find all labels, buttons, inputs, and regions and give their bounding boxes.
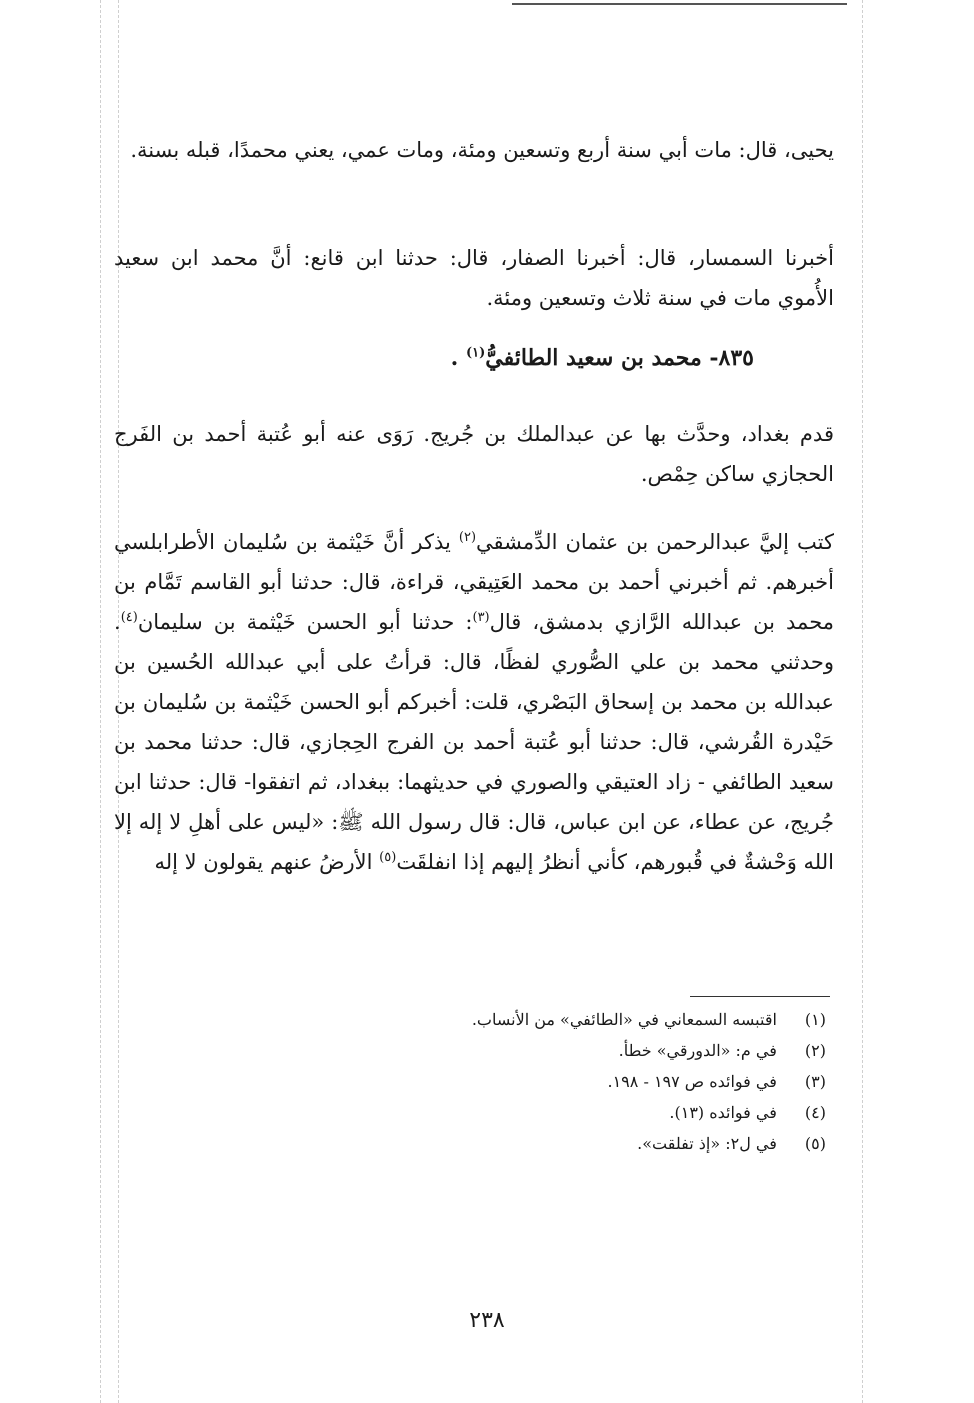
footnote-text: في فوائده (١٣).: [669, 1103, 777, 1122]
paragraph-death-date: [114, 238, 834, 318]
entry-heading: [114, 336, 754, 380]
entry-name: محمد بن سعيد الطائفيُّ: [485, 345, 702, 371]
paragraph-text: . وحدثني محمد بن علي الصُّوري لفظًا، قال: قرأتُ على أبي عبدالله الحُسين بن عبدالله بن محمد بن إسحاق البَصْري، قلت: أخبركم أبو الحسن خَيْثمة بن سُليمان بن حَيْدرة القُرشي، قال: حدثنا أبو عُتبة أحمد بن الفرج الحِجازي، قال: حدثنا محمد بن سعيد الطائفي - زاد العتيقي والصوري في حديثهما: ببغداد، ثم اتفقوا- قال: حدثنا ابن جُريج، عن عطاء، عن ابن عباس، قال: قال رسول الله ﷺ: «ليس على أهلِ لا إله إلا الله وَحْشةٌ في قُبورهم، كأني أنظرُ إليهم إذا انفلقَت: [114, 610, 834, 874]
footnote-ref: (١): [465, 345, 486, 361]
footnote-ref: (٣): [472, 610, 490, 625]
paragraph-text: أخبرنا السمسار، قال: أخبرنا الصفار، قال: حدثنا ابن قانع: أنَّ محمد ابن سعيد الأُموي مات في سنة ثلاث وتسعين ومئة.: [114, 246, 834, 310]
footnote-ref: (٢): [458, 530, 477, 545]
footnote-number: (٢): [804, 1041, 826, 1060]
footnote-ref: (٤): [120, 610, 138, 625]
scan-margin-line-left: [100, 0, 101, 1403]
footnote-text: في ل٢: «إذ تفلقت».: [637, 1134, 777, 1153]
footnote-number: (٤): [804, 1103, 826, 1122]
footnote-separator: [690, 996, 830, 997]
scan-margin-line-right: [862, 0, 863, 1403]
footnote-item: [114, 1004, 826, 1035]
footnote-number: (٥): [804, 1134, 826, 1153]
page-number: ٢٣٨: [469, 1308, 505, 1333]
paragraph-text: قدم بغداد، وحدَّث بها عن عبدالملك بن جُريج. رَوَى عنه أبو عُتبة أحمد بن الفَرج الحجازي ساكن حِمْص.: [114, 422, 834, 486]
footnote-item: [114, 1035, 826, 1066]
paragraph-entry-intro: [114, 414, 834, 494]
paragraph-text: كتب إليَّ عبدالرحمن بن عثمان الدِّمشقي: [476, 530, 834, 554]
footnote-ref: (٥): [379, 850, 397, 865]
footnote-text: في فوائده ص ١٩٧ - ١٩٨.: [607, 1072, 777, 1091]
footnote-item: [114, 1128, 826, 1159]
entry-number: ٨٣٥-: [709, 345, 754, 371]
header-rule: [512, 3, 847, 5]
paragraph-text: : حدثنا أبو الحسن خَيْثمة بن سليمان: [137, 610, 473, 634]
footnote-text: اقتبسه السمعاني في «الطائفي» من الأنساب.: [471, 1010, 777, 1029]
footnote-number: (٣): [804, 1072, 826, 1091]
entry-trailing-dot: .: [450, 345, 459, 371]
footnote-item: [114, 1066, 826, 1097]
footnote-text: في م: «الدورقي» خطأ.: [618, 1041, 777, 1060]
paragraph-text: الأرضُ عنهم يقولون لا إله: [154, 850, 380, 874]
paragraph-isnad: [114, 522, 834, 882]
footnote-number: (١): [804, 1010, 826, 1029]
paragraph-opening: [114, 130, 834, 170]
paragraph-text: يحيى، قال: مات أبي سنة أربع وتسعين ومئة، ومات عمي، يعني محمدًا، قبله بسنة.: [130, 138, 834, 162]
paragraph-text: يذكر أنَّ خَيْثمة بن سُليمان الأطرابلسي أخبرهم. ثم أخبرني أحمد بن محمد العَتِيقي، قراءة، قال: حدثنا أبو القاسم تَمَّام بن محمد بن عبدالله الرَّازي بدمشق، قال: [114, 530, 835, 634]
footnote-item: [114, 1097, 826, 1128]
footnotes-list: [114, 1004, 826, 1159]
